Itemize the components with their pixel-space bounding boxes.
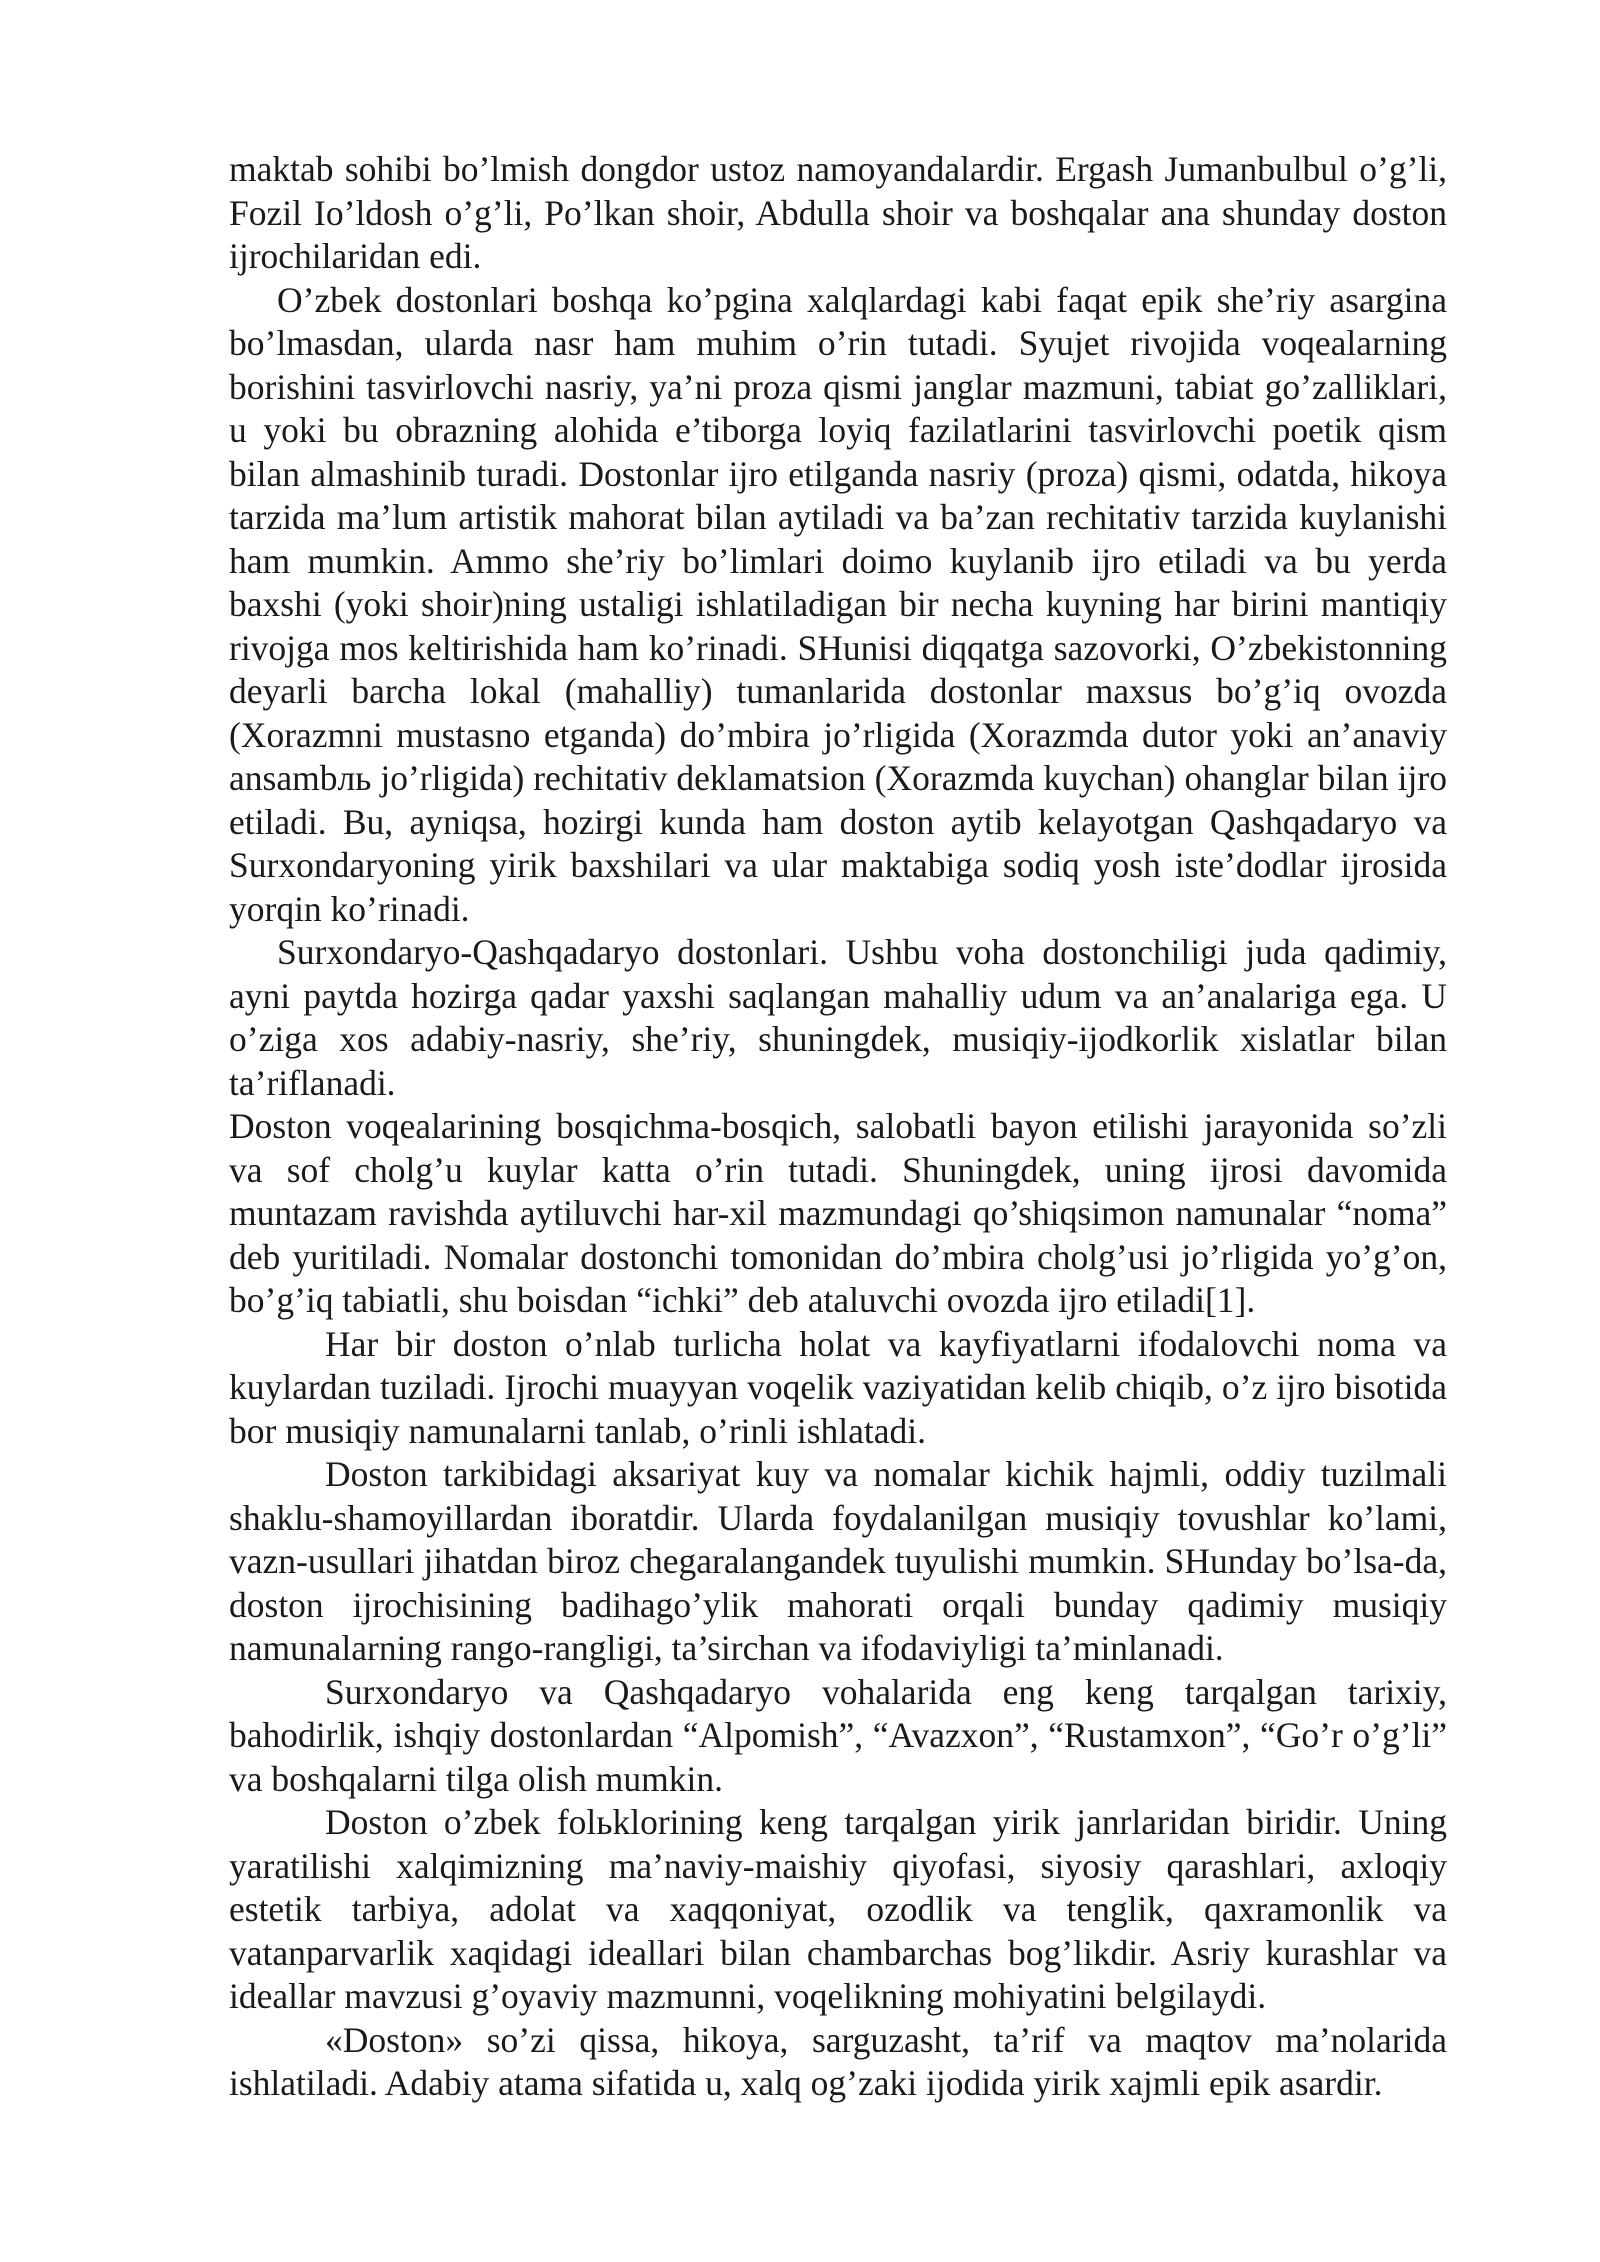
document-page xyxy=(229,148,1447,2106)
paragraph-6: Doston tarkibidagi aksariyat kuy va nomalar kichik hajmli, oddiy tuzilmali shaklu-shamoyillardan iboratdir. Ularda foydalanilgan musiqiy tovushlar ko’lami, vazn-usullari jihatdan biroz chegaralangandek tuyulishi mumkin. SHunday bo’lsa-da, doston ijrochisining badihago’ylik mahorati orqali bunday qadimiy musiqiy namunalarning rango-rangligi, ta’sirchan va ifodaviyligi ta’minlanadi. xyxy=(229,1454,1447,1668)
paragraph-1: maktab sohibi bo’lmish dongdor ustoz namoyandalardir. Ergash Jumanbulbul o’g’li, Fozil Io’ldosh o’g’li, Po’lkan shoir, Abdulla shoir va boshqalar ana shunday doston ijrochilaridan edi. xyxy=(229,149,1447,276)
paragraph-4: Doston voqealarining bosqichma-bosqich, salobatli bayon etilishi jarayonida so’zli va sof cholg’u kuylar katta o’rin tutadi. Shuningdek, uning ijrosi davomida muntazam ravishda aytiluvchi har-xil mazmundagi qo’shiqsimon namunalar “noma” deb yuritiladi. Nomalar dostonchi tomonidan do’mbira cholg’usi jo’rligida yo’g’on, bo’g’iq tabiatli, shu boisdan “ichki” deb ataluvchi ovozda ijro etiladi[1]. xyxy=(229,1106,1447,1320)
paragraph-9: «Doston» so’zi qissa, hikoya, sarguzasht, ta’rif va maqtov ma’nolarida ishlatiladi. Adabiy atama sifatida u, xalq og’zaki ijodida yirik xajmli epik asardir. xyxy=(229,2019,1447,2103)
paragraph-8: Doston o’zbek folьklorining keng tarqalgan yirik janrlaridan biridir. Uning yaratilishi xalqimizning ma’naviy-maishiy qiyofasi, siyosiy qarashlari, axloqiy estetik tarbiya, adolat va xaqqoniyat, ozodlik va tenglik, qaxramonlik va vatanparvarlik xaqidagi ideallari bilan chambarchas bog’likdir. Asriy kurashlar va ideallar mavzusi g’oyaviy mazmunni, voqelikning mohiyatini belgilaydi. xyxy=(229,1802,1447,2016)
paragraph-2: O’zbek dostonlari boshqa ko’pgina xalqlardagi kabi faqat epik she’riy asargina bo’lmasdan, ularda nasr ham muhim o’rin tutadi. Syujet rivojida voqealarning borishini tasvirlovchi nasriy, ya’ni proza qismi janglar mazmuni, tabiat go’zalliklari, u yoki bu obrazning alohida e’tiborga loyiq fazilatlarini tasvirlovchi poetik qism bilan almashinib turadi. Dostonlar ijro etilganda nasriy (proza) qismi, odatda, hikoya tarzida ma’lum artistik mahorat bilan aytiladi va ba’zan rechitativ tarzida kuylanishi ham mumkin. Ammo she’riy bo’limlari doimo kuylanib ijro etiladi va bu yerda baxshi (yoki shoir)ning ustaligi ishlatiladigan bir necha kuyning har birini mantiqiy rivojga mos keltirishida ham ko’rinadi. SHunisi diqqatga sazovorki, O’zbekistonning deyarli barcha lokal (mahalliy) tumanlarida dostonlar maxsus bo’g’iq ovozda (Xorazmni mustasno etganda) do’mbira jo’rligida (Xorazmda dutor yoki an’anaviy ansambль jo’rligida) rechitativ deklamatsion (Xorazmda kuychan) ohanglar bilan ijro etiladi. Bu, ayniqsa, hozirgi kunda ham doston aytib kelayotgan Qashqadaryo va Surxondaryoning yirik baxshilari va ular maktabiga sodiq yosh iste’dodlar ijrosida yorqin ko’rinadi. xyxy=(229,279,1447,929)
paragraph-7: Surxondaryo va Qashqadaryo vohalarida eng keng tarqalgan tarixiy, bahodirlik, ishqiy dostonlardan “Alpomish”, “Avazxon”, “Rustamxon”, “Go’r o’g’li” va boshqalarni tilga olish mumkin. xyxy=(229,1671,1447,1799)
paragraph-5: Har bir doston o’nlab turlicha holat va kayfiyatlarni ifodalovchi noma va kuylardan tuziladi. Ijrochi muayyan voqelik vaziyatidan kelib chiqib, o’z ijro bisotida bor musiqiy namunalarni tanlab, o’rinli ishlatadi. xyxy=(229,1323,1447,1451)
paragraph-3: Surxondaryo-Qashqadaryo dostonlari. Ushbu voha dostonchiligi juda qadimiy, ayni paytda hozirga qadar yaxshi saqlangan mahalliy udum va an’analariga ega. U o’ziga xos adabiy-nasriy, she’riy, shuningdek, musiqiy-ijodkorlik xislatlar bilan ta’riflanadi. xyxy=(229,932,1447,1103)
